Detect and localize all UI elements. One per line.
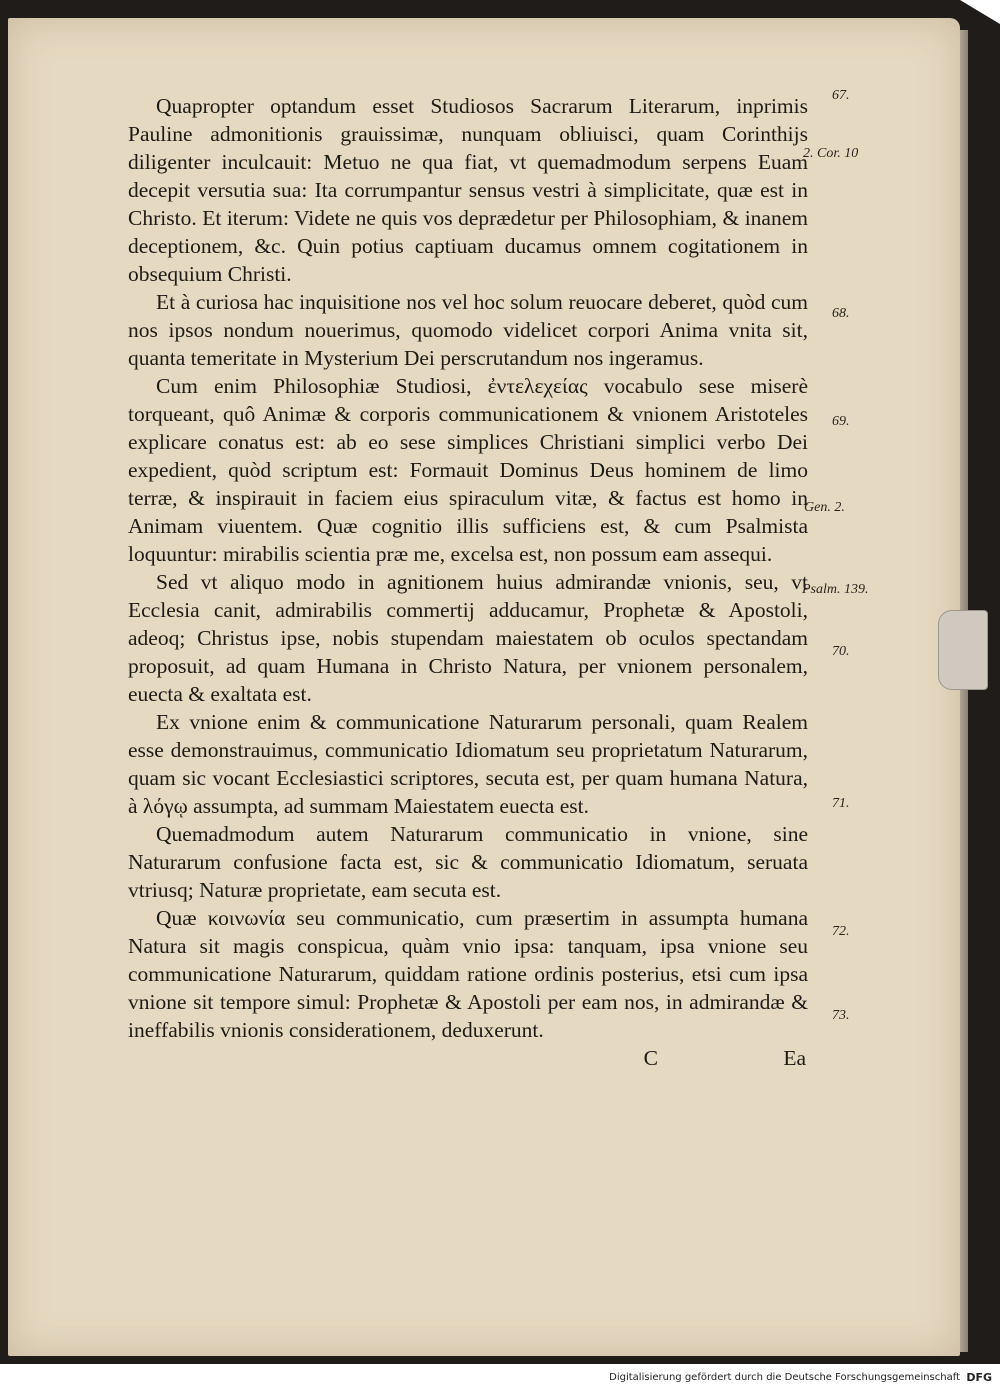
paragraph-69: Cum enim Philosophiæ Studiosi, ἐντελεχείας vocabulo sese miserè torqueant, quô Animæ & corporis communicationem & vnionem Aristoteles explicare conatus est: ab eo sese simplices Christiani simplici verbo Dei expedient, quòd scriptum est: Formauit Dominus Deus hominem de limo terræ, & inspirauit in faciem eius spiraculum vitæ, & factus est homo in Animam viuentem. Quæ cognitio illis sufficiens est, & cum Psalmista loquuntur: mirabilis scientia præ me, excelsa est, non possum eam assequi. [128, 374, 808, 566]
paragraph-70: Sed vt aliquo modo in agnitionem huius admirandæ vnionis, seu, vt Ecclesia canit, admirabilis commertij adducamur, Prophetæ & Apostoli, adeoq; Christus ipse, nobis stupendam maiestatem ob oculos spectandam proposuit, ad quam Humana in Christo Natura, per vnionem personalem, euecta & exaltata est. [128, 570, 808, 706]
footer-bar [0, 1364, 1000, 1392]
margin-note-69: 69. [832, 414, 850, 429]
footer-credit: Digitalisierung gefördert durch die Deutsche Forschungsgemeinschaft [609, 1372, 960, 1383]
paragraph-72: Quemadmodum autem Naturarum communicatio in vnione, sine Naturarum confusione facta est, sic & communicatio Idiomatum, seruata vtriusq; Naturæ proprietate, eam secuta est. [128, 822, 808, 902]
margin-note-72: 72. [832, 924, 850, 939]
dfg-logo: DFG [966, 1371, 992, 1384]
page-corner [960, 0, 1000, 24]
page-footer-line [128, 1044, 808, 1072]
margin-note-2-cor: 2. Cor. 10 [803, 146, 859, 161]
margin-note-psalm: Psalm. 139. [802, 582, 869, 597]
paragraph-67: Quapropter optandum esset Studiosos Sacrarum Literarum, inprimis Pauline admonitionis grauissimæ, nunquam obliuisci, quam Corinthijs diligenter inculcauit: Metuo ne qua fiat, vt quemadmodum serpens Euam decepit versutia sua: Ita corrumpantur sensus vestri à simplicitate, quæ est in Christo. Et iterum: Videte ne quis vos deprædetur per Philosophiam, & inanem deceptionem, &c. Quin potius captiuam ducamus omnem cogitationem in obsequium Christi. [128, 94, 808, 286]
catchword: Ea [783, 1046, 806, 1070]
margin-note-73: 73. [832, 1008, 850, 1023]
margin-note-67: 67. [832, 88, 850, 103]
margin-note-gen: Gen. 2. [804, 500, 845, 515]
paragraph-73: Quæ κοινωνία seu communicatio, cum præsertim in assumpta humana Natura sit magis conspicua, quàm vnio ipsa: tanquam, ipsa vnione seu communicatione Naturarum, quiddam ratione ordinis posterius, etsi cum ipsa vnione sit tempore simul: Prophetæ & Apostoli per eam nos, in admirandæ & ineffabilis vnionis considerationem, deduxerunt. [128, 906, 808, 1042]
page-text [128, 92, 808, 1072]
margin-note-68: 68. [832, 306, 850, 321]
paragraph-71: Ex vnione enim & communicatione Naturarum personali, quam Realem esse demonstrauimus, communicatio Idiomatum seu proprietatum Naturarum, quam sic vocant Ecclesiastici scriptores, secuta est, per quam humana Natura, à λόγῳ assumpta, ad summam Maiestatem euecta est. [128, 710, 808, 818]
margin-note-70: 70. [832, 644, 850, 659]
margin-note-71: 71. [832, 796, 850, 811]
book-page [8, 18, 960, 1356]
book-clasp [938, 610, 988, 690]
signature-mark: C [643, 1046, 658, 1070]
paragraph-68: Et à curiosa hac inquisitione nos vel hoc solum reuocare deberet, quòd cum nos ipsos nondum nouerimus, quomodo videlicet corpori Anima vnita sit, quanta temeritate in Mysterium Dei perscrutandum nos ingeramus. [128, 290, 808, 370]
